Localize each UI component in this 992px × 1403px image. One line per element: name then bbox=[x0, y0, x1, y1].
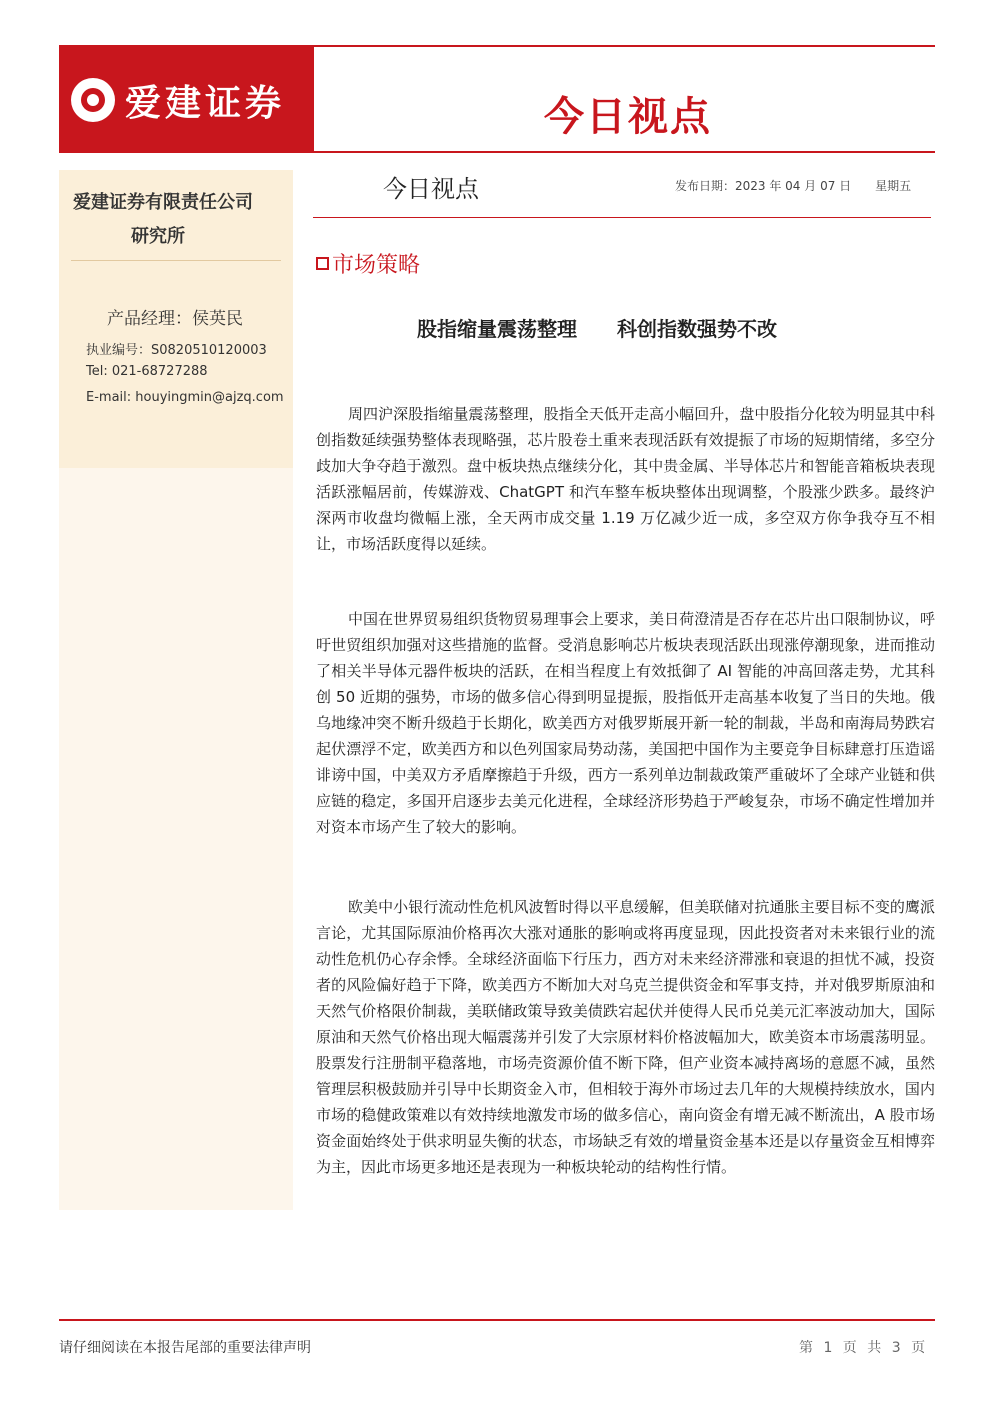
subtitle-rule bbox=[313, 217, 931, 218]
company-logo bbox=[59, 47, 314, 153]
license-number: 执业编号：S0820510120003 bbox=[86, 343, 267, 358]
publish-date: 发布日期：2023 年 04 月 07 日 星期五 bbox=[675, 179, 912, 193]
logo-text: 爱建证券 bbox=[125, 81, 286, 124]
report-subtitle: 今日视点 bbox=[383, 175, 479, 203]
institute-name: 研究所 bbox=[131, 226, 185, 247]
footer-rule bbox=[59, 1319, 935, 1321]
header-bottom-rule bbox=[59, 151, 935, 153]
section-title: 市场策略 bbox=[332, 253, 421, 278]
paragraph-1: 周四沪深股指缩量震荡整理，股指全天低开走高小幅回升，盘中股指分化较为明显其中科创指数延续强势整体表现略强，芯片股卷土重来表现活跃有效提振了市场的短期情绪，多空分歧加大争夺趋于激烈。盘中板块热点继续分化，其中贵金属、半导体芯片和智能音箱板块表现活跃涨幅居前，传媒游戏、ChatGPT 和汽车整车板块整体出现调整，个股涨少跌多。最终沪深两市收盘均微幅上涨，全天两市成交量 1.19 万亿减少近一成，多空双方你争我夺互不相让，市场活跃度得以延续。 bbox=[316, 405, 935, 553]
telephone: Tel: 021-68727288 bbox=[86, 364, 208, 379]
report-headline: 股指缩量震荡整理 科创指数强势不改 bbox=[417, 317, 777, 341]
company-name: 爱建证券有限责任公司 bbox=[73, 192, 253, 213]
logo-mark-icon bbox=[71, 78, 115, 122]
checkbox-bullet-icon bbox=[316, 257, 329, 270]
paragraph-3: 欧美中小银行流动性危机风波暂时得以平息缓解，但美联储对抗通胀主要目标不变的鹰派言论，尤其国际原油价格再次大涨对通胀的影响或将再度显现，因此投资者对未来银行业的流动性危机仍心存余悸。全球经济面临下行压力，西方对未来经济滞涨和衰退的担忧不减，投资者的风险偏好趋于下降，欧美西方不断加大对乌克兰提供资金和军事支持，并对俄罗斯原油和天然气价格限价制裁，美联储政策导致美债跌宕起伏并使得人民币兑美元汇率波动加大，国际原油和天然气价格出现大幅震荡并引发了大宗原材料价格波幅加大，欧美资本市场震荡明显。股票发行注册制平稳落地，市场壳资源价值不断下降，但产业资本减持离场的意愿不减，虽然管理层积极鼓励并引导中长期资金入市，但相较于海外市场过去几年的大规模持续放水，国内市场的稳健政策难以有效持续地激发市场的做多信心，南向资金有增无减不断流出，A 股市场资金面始终处于供求明显失衡的状态，市场缺乏有效的增量资金基本还是以存量资金互相博弈为主，因此市场更多地还是表现为一种板块轮动的结构性行情。 bbox=[316, 898, 935, 1176]
paragraph-2: 中国在世界贸易组织货物贸易理事会上要求，美日荷澄清是否存在芯片出口限制协议，呼吁世贸组织加强对这些措施的监督。受消息影响芯片板块表现活跃出现涨停潮现象，进而推动了相关半导体元器件板块的活跃，在相当程度上有效抵御了 AI 智能的冲高回落走势，尤其科创 50 近期的强势，市场的做多信心得到明显提振，股指低开走高基本收复了当日的失地。俄乌地缘冲突不断升级趋于长期化，欧美西方对俄罗斯展开新一轮的制裁，半岛和南海局势跌宕起伏漂浮不定，欧美西方和以色列国家局势动荡，美国把中国作为主要竞争目标肆意打压造谣诽谤中国，中美双方矛盾摩擦趋于升级，西方一系列单边制裁政策严重破坏了全球产业链和供应链的稳定，多国开启逐步去美元化进程，全球经济形势趋于严峻复杂，市场不确定性增加并对资本市场产生了较大的影响。 bbox=[316, 610, 935, 836]
sidebar-background bbox=[59, 468, 293, 1210]
page-indicator: 第 1 页 共 3 页 bbox=[799, 1340, 929, 1356]
section-heading bbox=[316, 248, 420, 279]
product-manager: 产品经理：侯英民 bbox=[107, 309, 243, 329]
sidebar-divider bbox=[71, 260, 281, 261]
sidebar bbox=[59, 170, 293, 1210]
page-header bbox=[59, 47, 935, 153]
page-title: 今日视点 bbox=[544, 94, 712, 140]
email-link[interactable]: E-mail: houyingmin@ajzq.com bbox=[86, 390, 284, 405]
legal-disclaimer: 请仔细阅读在本报告尾部的重要法律声明 bbox=[59, 1340, 311, 1356]
